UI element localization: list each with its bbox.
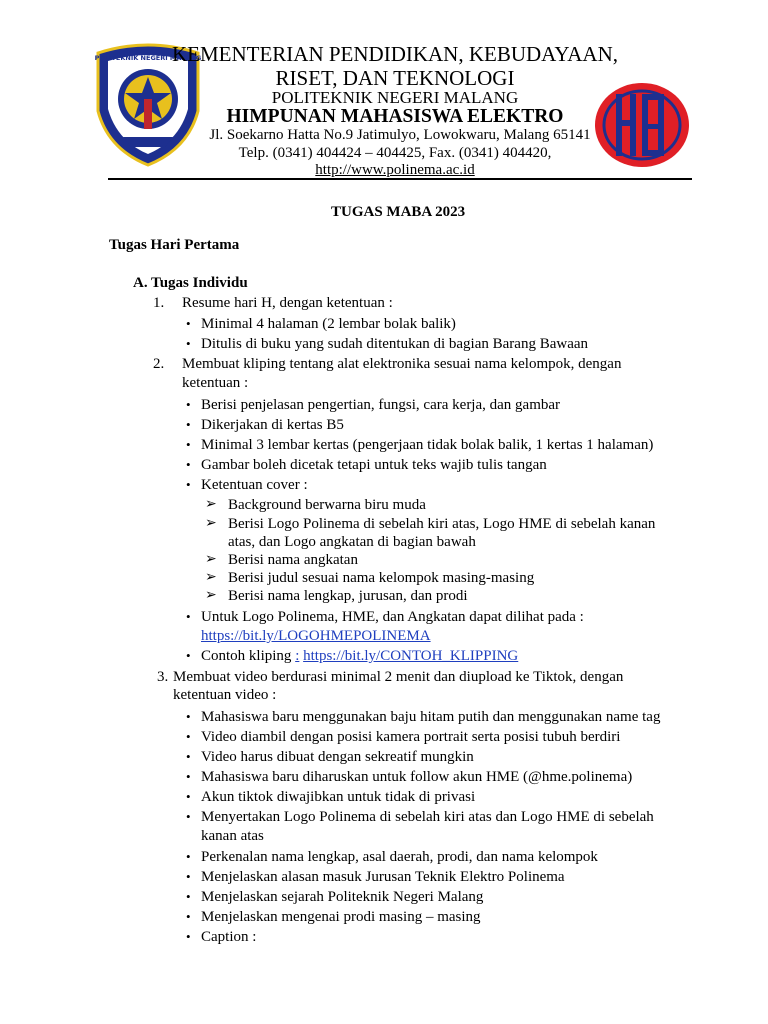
bullet-icon: • <box>186 889 191 904</box>
bullet-icon: • <box>186 336 191 351</box>
cover-item: Background berwarna biru muda <box>228 497 426 513</box>
item-2-text: Membuat kliping tentang alat elektronika sesuai nama kelompok, dengan <box>182 356 622 372</box>
document-title: TUGAS MABA 2023 <box>331 204 466 220</box>
list-item-cont: kanan atas <box>201 828 264 844</box>
arrow-bullet-icon: ➢ <box>205 588 217 603</box>
example-line <box>201 647 518 665</box>
bullet-icon: • <box>186 849 191 864</box>
logo-note: Untuk Logo Polinema, HME, dan Angkatan dapat dilihat pada : <box>201 609 584 625</box>
list-item: Caption : <box>201 929 257 945</box>
section-title: Tugas Hari Pertama <box>109 237 240 253</box>
website-link[interactable]: http://www.polinema.ac.id <box>315 162 475 178</box>
list-item: Ketentuan cover : <box>201 477 308 493</box>
arrow-bullet-icon: ➢ <box>205 497 217 512</box>
organization-name: HIMPUNAN MAHASISWA ELEKTRO <box>226 106 564 127</box>
list-item: Menjelaskan sejarah Politeknik Negeri Malang <box>201 889 484 905</box>
cover-item: Berisi judul sesuai nama kelompok masing-masing <box>228 570 535 586</box>
bullet-icon: • <box>186 809 191 824</box>
ministry-line-1: KEMENTERIAN PENDIDIKAN, KEBUDAYAAN, <box>171 42 619 66</box>
list-item: Video harus dibuat dengan sekreatif mungkin <box>201 749 474 765</box>
cover-item: Berisi nama angkatan <box>228 552 358 568</box>
item-1-text: Resume hari H, dengan ketentuan : <box>182 295 393 311</box>
bullet-icon: • <box>186 417 191 432</box>
bullet-icon: • <box>186 929 191 944</box>
bullet-icon: • <box>186 397 191 412</box>
part-a-heading: A. Tugas Individu <box>133 275 248 291</box>
bullet-icon: • <box>186 729 191 744</box>
bullet-icon: • <box>186 869 191 884</box>
ministry-line-2: RISET, DAN TEKNOLOGI <box>275 66 515 90</box>
cover-item: Berisi nama lengkap, jurusan, dan prodi <box>228 588 468 604</box>
example-link[interactable]: https://bit.ly/CONTOH_KLIPPING <box>303 648 519 664</box>
phone-fax: Telp. (0341) 404424 – 404425, Fax. (0341) 404420, <box>238 145 552 161</box>
example-label: Contoh kliping <box>201 648 296 664</box>
item-2-number: 2. <box>153 356 165 372</box>
bullet-icon: • <box>186 316 191 331</box>
bullet-icon: • <box>186 769 191 784</box>
list-item: Akun tiktok diwajibkan untuk tidak di privasi <box>201 789 476 805</box>
bullet-icon: • <box>186 749 191 764</box>
bullet-icon: • <box>186 437 191 452</box>
example-colon: : <box>295 648 300 664</box>
address: Jl. Soekarno Hatta No.9 Jatimulyo, Lowokwaru, Malang 65141 <box>209 127 591 143</box>
list-item: Menyertakan Logo Polinema di sebelah kiri atas dan Logo HME di sebelah <box>201 809 654 825</box>
bullet-icon: • <box>186 457 191 472</box>
cover-item-cont: atas, dan Logo angkatan di bagian bawah <box>228 534 476 550</box>
item-2-text-cont: ketentuan : <box>182 375 249 391</box>
list-item: Gambar boleh dicetak tetapi untuk teks wajib tulis tangan <box>201 457 547 473</box>
svg-text:POLITEKNIK NEGERI MALANG: POLITEKNIK NEGERI MALANG <box>94 54 202 62</box>
institution-name: POLITEKNIK NEGERI MALANG <box>271 88 519 107</box>
bullet-icon: • <box>186 789 191 804</box>
arrow-bullet-icon: ➢ <box>205 552 217 567</box>
bullet-icon: • <box>186 909 191 924</box>
list-item: Ditulis di buku yang sudah ditentukan di bagian Barang Bawaan <box>201 336 589 352</box>
bullet-icon: • <box>186 477 191 492</box>
arrow-bullet-icon: ➢ <box>205 516 217 531</box>
list-item: Menjelaskan mengenai prodi masing – masing <box>201 909 481 925</box>
item-1-number: 1. <box>153 295 165 311</box>
letterhead-divider <box>108 178 692 180</box>
list-item: Minimal 3 lembar kertas (pengerjaan tidak bolak balik, 1 kertas 1 halaman) <box>201 437 654 453</box>
item-3-text-cont: ketentuan video : <box>173 687 277 703</box>
arrow-bullet-icon: ➢ <box>205 570 217 585</box>
bullet-icon: • <box>186 709 191 724</box>
list-item: Mahasiswa baru menggunakan baju hitam putih dan menggunakan name tag <box>201 709 661 725</box>
list-item: Dikerjakan di kertas B5 <box>201 417 344 433</box>
list-item: Menjelaskan alasan masuk Jurusan Teknik Elektro Polinema <box>201 869 565 885</box>
list-item: Perkenalan nama lengkap, asal daerah, prodi, dan nama kelompok <box>201 849 598 865</box>
cover-item: Berisi Logo Polinema di sebelah kiri atas, Logo HME di sebelah kanan <box>228 516 656 532</box>
list-item: Video diambil dengan posisi kamera portrait serta posisi tubuh berdiri <box>201 729 621 745</box>
item-3-text: Membuat video berdurasi minimal 2 menit dan diupload ke Tiktok, dengan <box>173 669 624 685</box>
item-3-number: 3. <box>157 669 169 685</box>
bullet-icon: • <box>186 648 191 663</box>
logo-link[interactable]: https://bit.ly/LOGOHMEPOLINEMA <box>201 628 431 644</box>
list-item: Berisi penjelasan pengertian, fungsi, cara kerja, dan gambar <box>201 397 561 413</box>
bullet-icon: • <box>186 609 191 624</box>
list-item: Minimal 4 halaman (2 lembar bolak balik) <box>201 316 456 332</box>
list-item: Mahasiswa baru diharuskan untuk follow akun HME (@hme.polinema) <box>201 769 633 785</box>
